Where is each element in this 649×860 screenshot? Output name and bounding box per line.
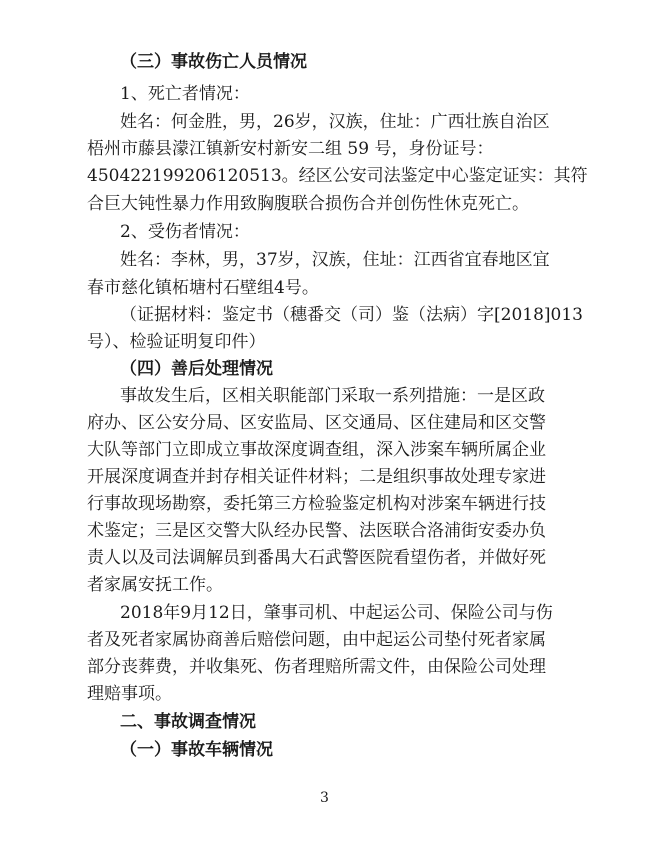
subsection-heading-vehicle: （一）事故车辆情况	[120, 740, 273, 760]
aftermath-paragraph-line: 部分丧葬费，并收集死、伤者理赔所需文件，由保险公司处理	[87, 657, 546, 677]
deceased-label: 1、死亡者情况：	[120, 84, 250, 104]
aftermath-paragraph-line: 开展深度调查并封存相关证件材料；二是组织事故处理专家进	[87, 467, 546, 487]
aftermath-paragraph-line: 责人以及司法调解员到番禺大石武警医院看望伤者，并做好死	[87, 548, 546, 568]
deceased-line: 合巨大钝性暴力作用致胸腹联合损伤合并创伤性休克死亡。	[87, 194, 529, 214]
deceased-line: 姓名：何金胜，男，26岁，汉族，住址：广西壮族自治区	[120, 112, 550, 132]
section-heading-investigation: 二、事故调查情况	[120, 712, 256, 732]
section-heading-aftermath: （四）善后处理情况	[120, 359, 273, 379]
aftermath-paragraph-line: 理赔事项。	[87, 684, 172, 704]
evidence-line: 号）、检验证明复印件）	[87, 332, 266, 352]
page-number: 3	[320, 790, 329, 806]
aftermath-paragraph-line: 府办、区公安分局、区安监局、区交通局、区住建局和区交警	[87, 413, 546, 433]
aftermath-paragraph-line: 者家属安抚工作。	[87, 575, 223, 595]
aftermath-paragraph-line: 者及死者家属协商善后赔偿问题，由中起运公司垫付死者家属	[87, 630, 546, 650]
evidence-line: （证据材料：鉴定书（穗番交（司）鉴（法病）字[2018]013	[120, 305, 583, 325]
aftermath-paragraph-line: 大队等部门立即成立事故深度调查组，深入涉案车辆所属企业	[87, 440, 546, 460]
section-heading-casualties: （三）事故伤亡人员情况	[120, 52, 307, 72]
injured-line: 春市慈化镇柘塘村石壁组4号。	[87, 278, 319, 298]
aftermath-paragraph-line: 事故发生后，区相关职能部门采取一系列措施：一是区政	[120, 386, 545, 406]
aftermath-paragraph-line: 术鉴定；三是区交警大队经办民警、法医联合洛浦街安委办负	[87, 521, 546, 541]
aftermath-paragraph-line: 2018年9月12日，肇事司机、中起运公司、保险公司与伤	[120, 603, 553, 623]
injured-line: 姓名：李林，男，37岁，汉族，住址：江西省宜春地区宜	[120, 250, 550, 270]
injured-label: 2、受伤者情况：	[120, 222, 250, 242]
aftermath-paragraph-line: 行事故现场勘察，委托第三方检验鉴定机构对涉案车辆进行技	[87, 494, 546, 514]
deceased-line: 梧州市藤县濛江镇新安村新安二组 59 号，身份证号：	[87, 139, 494, 159]
deceased-line: 450422199206120513。经区公安司法鉴定中心鉴定证实：其符	[87, 166, 588, 186]
